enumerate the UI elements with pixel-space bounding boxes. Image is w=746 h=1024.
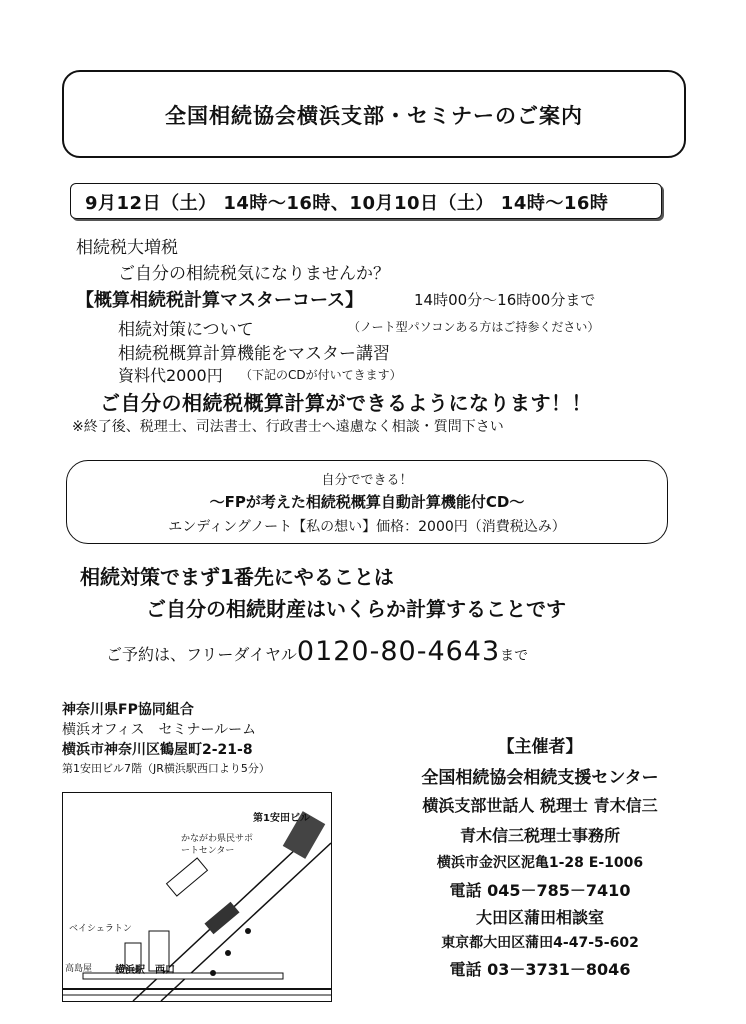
organizer-heading: 【主催者】 [497, 737, 583, 757]
map-left-label: ベイシェラトン [69, 924, 132, 934]
organizer-line-5: 電話 045－785－7410 [449, 881, 631, 900]
organizer-line-1: 全国相続協会相続支援センター [421, 768, 659, 788]
course-name: 【概算相続税計算マスターコース】 [76, 290, 364, 311]
venue-line-2: 横浜オフィス セミナールーム [62, 722, 257, 738]
message-line-2: ご自分の相続財産はいくらか計算することです [146, 597, 566, 621]
course-note: ※終了後、税理士、司法書士、行政書士へ遠慮なく相談・質問下さい [72, 419, 504, 435]
access-map [62, 792, 332, 1002]
venue-line-3: 横浜市神奈川区鶴屋町2-21-8 [62, 742, 253, 758]
cd-info-box [66, 460, 668, 544]
reservation-prefix: ご予約は、フリーダイヤル [106, 645, 297, 664]
organizer-line-8: 電話 03－3731－8046 [449, 960, 631, 979]
map-bottom-left-label: 高島屋 [65, 964, 93, 974]
map-station-label: 横浜駅 西口 [115, 965, 175, 976]
reservation-line [106, 636, 528, 667]
map-drawing [63, 793, 331, 1001]
venue-line-4: 第1安田ビル7階（JR横浜駅西口より5分） [62, 762, 270, 775]
course-item-1: 相続対策について [118, 320, 254, 340]
reservation-suffix: まで [500, 648, 529, 664]
intro-line-2: ご自分の相続税気になりませんか？ [118, 264, 390, 284]
map-building-label: 第1安田ビル [253, 813, 310, 824]
map-center-label: かながわ県民サポートセンター [181, 834, 254, 856]
venue-line-1: 神奈川県FP協同組合 [62, 702, 194, 718]
organizer-block [380, 732, 700, 982]
message-line-1: 相続対策でまず1番先にやることは [80, 565, 394, 589]
organizer-line-4: 横浜市金沢区泥亀1-28 E-1006 [436, 855, 644, 871]
organizer-line-6: 大田区蒲田相談室 [475, 908, 604, 927]
organizer-line-2: 横浜支部世話人 税理士 青木信三 [422, 796, 658, 815]
course-item-3-note: （下記のCDが付いてきます） [240, 368, 402, 382]
course-item-2: 相続税概算計算機能をマスター講習 [118, 344, 390, 364]
course-headline: ご自分の相続税概算計算ができるようになります！！ [100, 391, 592, 415]
course-time: 14時00分～16時00分まで [414, 291, 596, 309]
intro-line-1: 相続税大増税 [76, 238, 178, 258]
cd-line-3: エンディングノート【私の想い】価格：2000円（消費税込み） [168, 519, 566, 535]
seminar-dates: 9月12日（土） 14時～16時、10月10日（土） 14時～16時 [85, 193, 609, 214]
course-item-1-note: （ノート型パソコンある方はご持参ください） [348, 320, 600, 334]
cd-line-1: 自分でできる！ [321, 473, 413, 488]
page-title: 全国相続協会横浜支部・セミナーのご案内 [165, 104, 583, 128]
date-box [70, 183, 662, 219]
title-box [62, 70, 686, 158]
organizer-line-7: 東京都大田区蒲田4-47-5-602 [441, 935, 639, 951]
free-dial-number: 0120-80-4643 [296, 636, 501, 667]
course-item-3: 資料代2000円 [118, 366, 223, 385]
cd-line-2: ～FPが考えた相続税概算自動計算機能付CD～ [209, 493, 525, 511]
organizer-line-3: 青木信三税理士事務所 [459, 826, 620, 845]
